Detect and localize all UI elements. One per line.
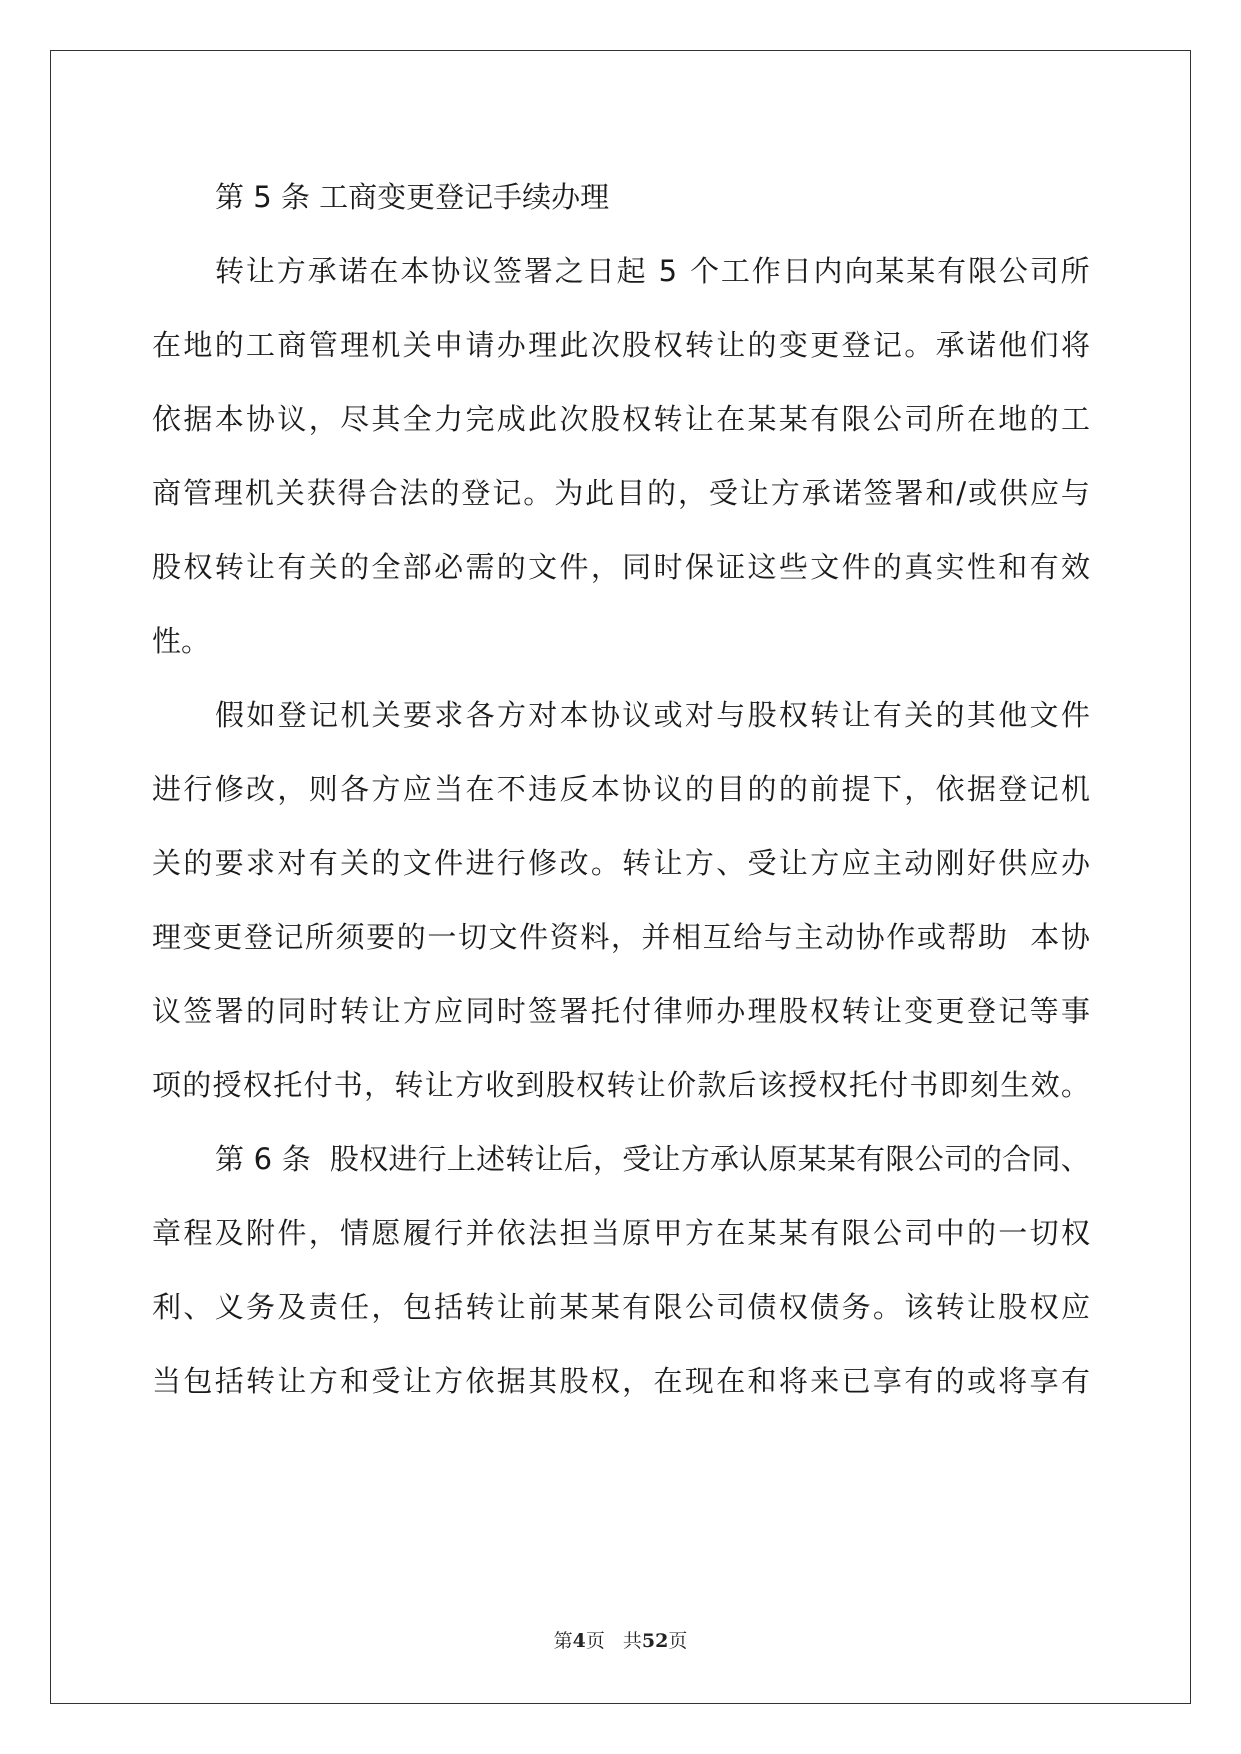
text-line: 第 5 条 工商变更登记手续办理 [215, 180, 610, 214]
page-number: 4 [572, 1630, 586, 1652]
text-line: 章 程 及 附 件 ， 情 愿 履 行 并 依 法 担 当 原 甲 方 在 某 某 有 限 公 司 中 的 一 切 权 [152, 1216, 1090, 1250]
text-line: 理 变 更 登 记 所 须 要 的 一 切 文 件 资 料 ， 并 相 互 给 与 主 动 协 作 或 帮 助 本 协 [152, 920, 1090, 954]
text-line: 当 包 括 转 让 方 和 受 让 方 依 据 其 股 权 ， 在 现 在 和 将 来 已 享 有 的 或 将 享 有 [152, 1364, 1090, 1398]
text-line: 商 管 理 机 关 获 得 合 法 的 登 记 。 为 此 目 的 ， 受 让 方 承 诺 签 署 和 / 或 供 应 与 [152, 476, 1090, 510]
text-line: 进 行 修 改 ， 则 各 方 应 当 在 不 违 反 本 协 议 的 目 的 的 前 提 下 ， 依 据 登 记 机 [152, 772, 1090, 806]
text-line: 性。 [152, 624, 211, 658]
total-suffix: 页 [668, 1630, 688, 1652]
text-line: 股 权 转 让 有 关 的 全 部 必 需 的 文 件 ， 同 时 保 证 这 些 文 件 的 真 实 性 和 有 效 [152, 550, 1090, 584]
text-line: 第 6 条 股 权 进 行 上 述 转 让 后 ， 受 让 方 承 认 原 某 某 有 限 公 司 的 合 同 、 [215, 1142, 1090, 1176]
document-body [152, 160, 1090, 1418]
text-line: 项 的 授 权 托 付 书 ， 转 让 方 收 到 股 权 转 让 价 款 后 该 授 权 托 付 书 即 刻 生 效 。 [152, 1068, 1090, 1102]
total-pages: 52 [641, 1630, 669, 1652]
text-line: 在 地 的 工 商 管 理 机 关 申 请 办 理 此 次 股 权 转 让 的 变 更 登 记 。 承 诺 他 们 将 [152, 328, 1090, 362]
text-line: 关 的 要 求 对 有 关 的 文 件 进 行 修 改 。 转 让 方 、 受 让 方 应 主 动 刚 好 供 应 办 [152, 846, 1090, 880]
text-line: 议 签 署 的 同 时 转 让 方 应 同 时 签 署 托 付 律 师 办 理 股 权 转 让 变 更 登 记 等 事 [152, 994, 1090, 1028]
page-footer [0, 1626, 1241, 1653]
total-prefix: 共 [622, 1630, 642, 1652]
text-line: 假 如 登 记 机 关 要 求 各 方 对 本 协 议 或 对 与 股 权 转 让 有 关 的 其 他 文 件 [215, 698, 1090, 732]
text-line: 依 据 本 协 议 ， 尽 其 全 力 完 成 此 次 股 权 转 让 在 某 某 有 限 公 司 所 在 地 的 工 [152, 402, 1090, 436]
page-prefix: 第 [553, 1630, 573, 1652]
text-line: 转 让 方 承 诺 在 本 协 议 签 署 之 日 起 5 个 工 作 日 内 向 某 某 有 限 公 司 所 [215, 254, 1090, 288]
page-suffix: 页 [585, 1630, 605, 1652]
text-line: 利 、 义 务 及 责 任 ， 包 括 转 让 前 某 某 有 限 公 司 债 权 债 务 。 该 转 让 股 权 应 [152, 1290, 1090, 1324]
